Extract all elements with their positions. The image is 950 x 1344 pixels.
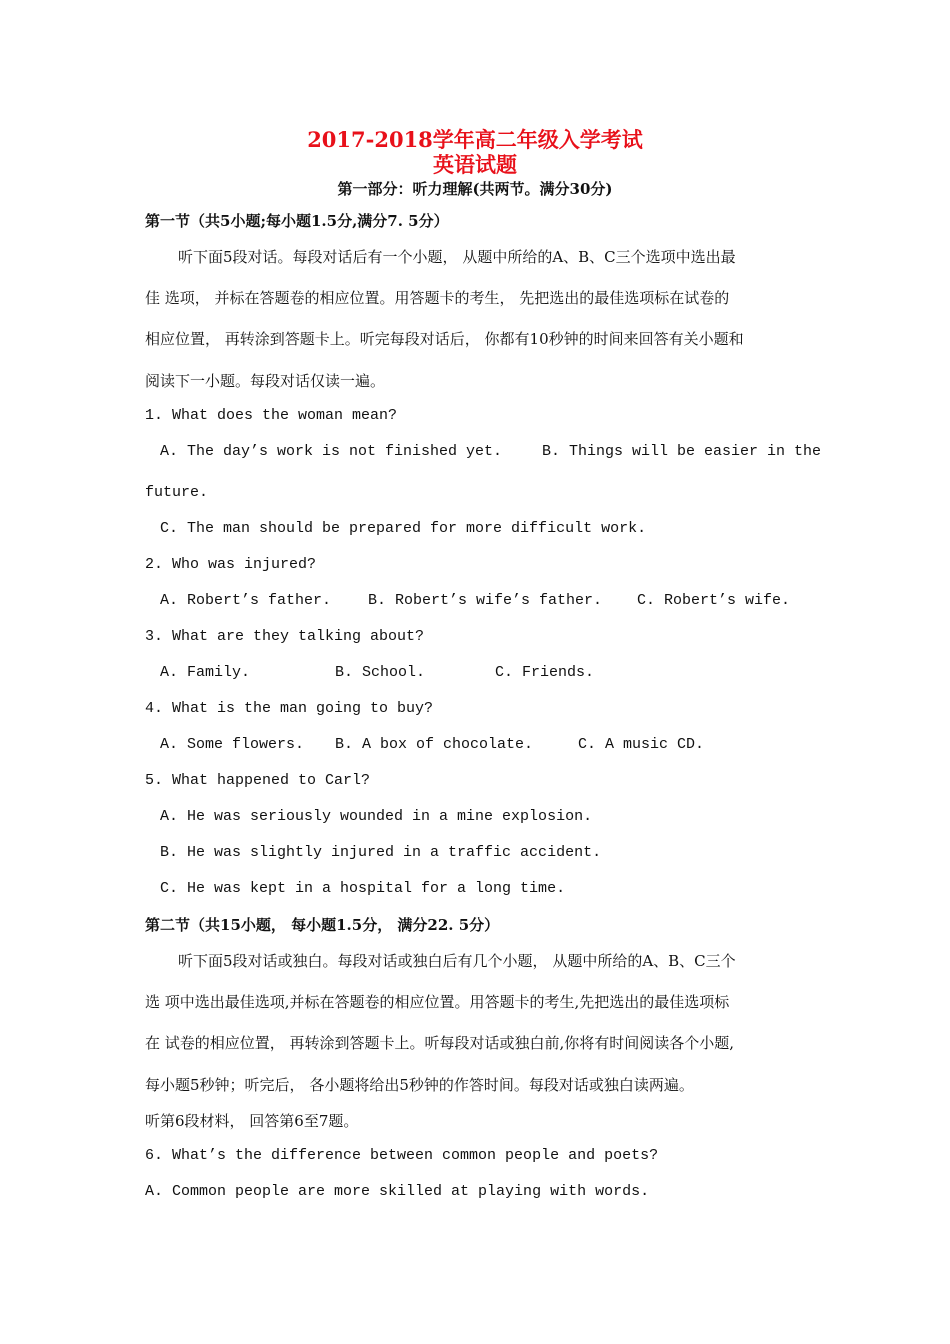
part-heading: 第一部分：听力理解(共两节。满分30分)	[337, 180, 613, 198]
q3-option-a: A. Family.	[160, 664, 251, 681]
q3-option-b: B. School.	[335, 664, 426, 681]
material-note: 听第6段材料， 回答第6至7题。	[145, 1112, 359, 1130]
q3-option-c: C. Friends.	[495, 664, 595, 681]
q5-option-c: C. He was kept in a hospital for a long time.	[160, 880, 566, 897]
question-6: 6. What’s the difference between common people and poets?	[145, 1147, 659, 1164]
q5-option-b: B. He was slightly injured in a traffic accident.	[160, 844, 602, 861]
q2-option-a: A. Robert’s father.	[160, 592, 332, 609]
exam-subtitle: 英语试题	[433, 152, 517, 177]
q1-option-c: C. The man should be prepared for more difficult work.	[160, 520, 647, 537]
q1-option-a: A. The day’s work is not finished yet.	[160, 443, 503, 460]
question-1: 1. What does the woman mean?	[145, 407, 398, 424]
q4-option-a: A. Some flowers.	[160, 736, 305, 753]
section1-instruction-line: 佳 选项， 并标在答题卷的相应位置。用答题卡的考生， 先把选出的最佳选项标在试卷的	[145, 289, 730, 307]
question-2: 2. Who was injured?	[145, 556, 317, 573]
question-5: 5. What happened to Carl?	[145, 772, 371, 789]
q6-option-a: A. Common people are more skilled at playing with words.	[145, 1183, 650, 1200]
question-4: 4. What is the man going to buy?	[145, 700, 434, 717]
q4-option-c: C. A music CD.	[578, 736, 705, 753]
section1-instruction-line: 相应位置， 再转涂到答题卡上。听完每段对话后， 你都有10秒钟的时间来回答有关小题和	[145, 330, 744, 348]
section1-heading: 第一节（共5小题;每小题1.5分,满分7. 5分）	[145, 212, 449, 230]
q1-option-b: B. Things will be easier in the	[542, 443, 822, 460]
section2-heading: 第二节（共15小题， 每小题1.5分， 满分22. 5分）	[145, 916, 500, 934]
q5-option-a: A. He was seriously wounded in a mine explosion.	[160, 808, 593, 825]
q4-option-b: B. A box of chocolate.	[335, 736, 534, 753]
q2-option-b: B. Robert’s wife’s father.	[368, 592, 603, 609]
section2-instruction-line: 在 试卷的相应位置， 再转涂到答题卡上。听每段对话或独白前,你将有时间阅读各个小题,	[145, 1034, 735, 1052]
section1-instruction-line: 阅读下一小题。每段对话仅读一遍。	[145, 372, 386, 390]
question-3: 3. What are they talking about?	[145, 628, 425, 645]
section2-instruction-line: 听下面5段对话或独白。每段对话或独白后有几个小题， 从题中所给的A、B、C三个	[178, 952, 736, 970]
q1-option-b-continued: future.	[145, 484, 209, 501]
q2-option-c: C. Robert’s wife.	[637, 592, 791, 609]
section2-instruction-line: 每小题5秒钟；听完后， 各小题将给出5秒钟的作答时间。每段对话或独白读两遍。	[145, 1076, 694, 1094]
section2-instruction-line: 选 项中选出最佳选项,并标在答题卷的相应位置。用答题卡的考生,先把选出的最佳选项标	[145, 993, 730, 1011]
exam-title: 2017-2018学年高二年级入学考试	[307, 127, 643, 152]
section1-instruction-line: 听下面5段对话。每段对话后有一个小题， 从题中所给的A、B、C三个选项中选出最	[178, 248, 736, 266]
